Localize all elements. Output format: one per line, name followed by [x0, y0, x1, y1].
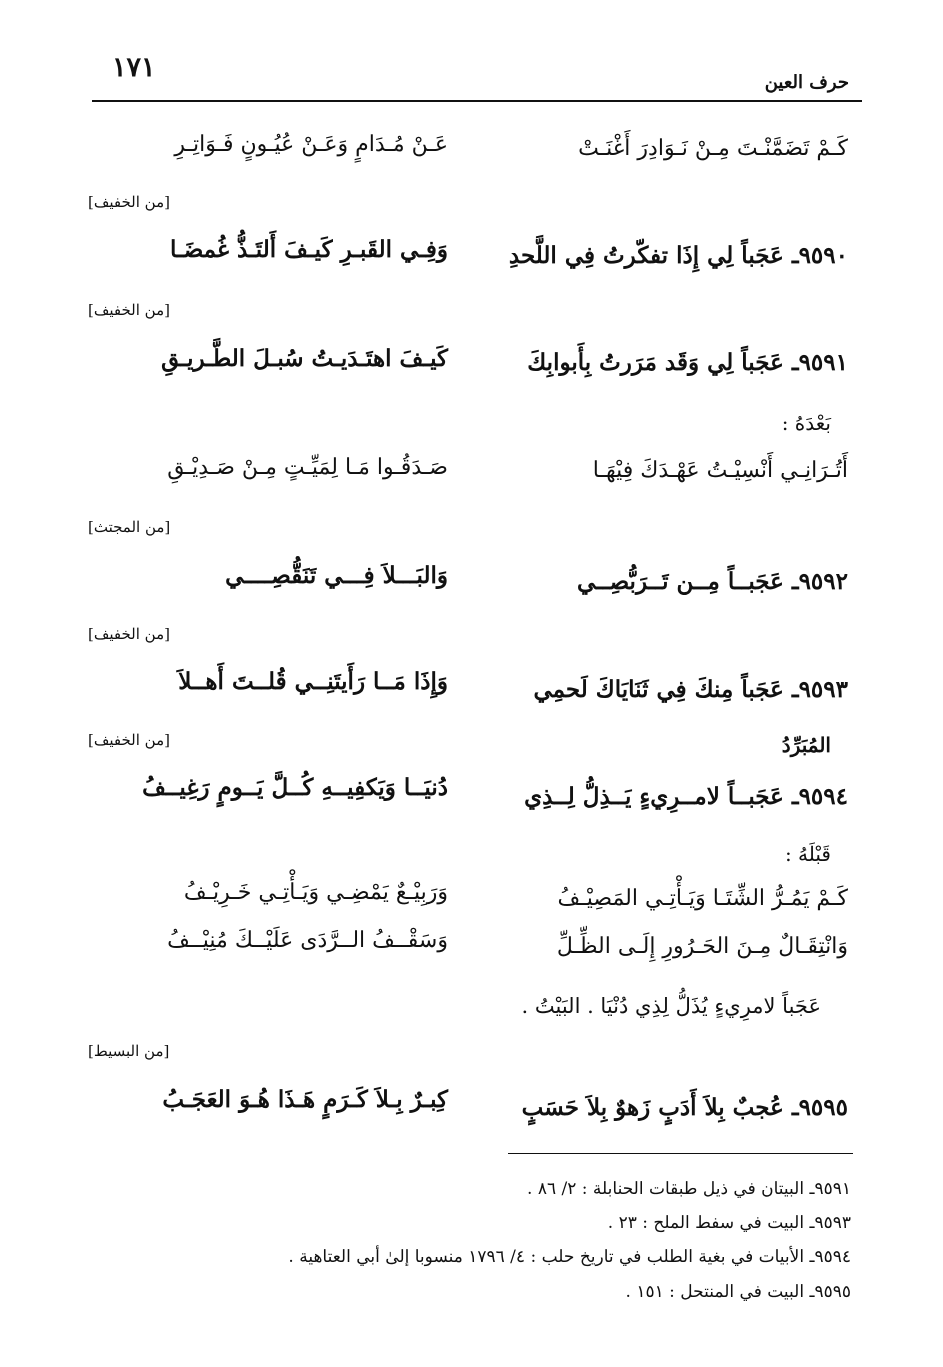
note-before: قَبْلَهُ : [784, 842, 831, 866]
note-after: بَعْدَهُ : [781, 411, 831, 435]
verse-second-hemistich: وَسَقْــفُ الــرَّدَى عَلَيْــكَ مُنِيْــفُ [167, 928, 448, 953]
footnote: ٩٥٩١ـ البيتان في ذيل طبقات الحنابلة : ٢/ ٨٦ . [527, 1179, 851, 1199]
verse-second-hemistich: كِبـرٌ بِـلاَ كَـرَمٍ هَـذَا هُـوَ العَجَـبُ [162, 1086, 448, 1113]
page-number: ١٧١ [112, 52, 156, 83]
verse-second-hemistich: عَـنْ مُـدَامٍ وَعَـنْ عُيُـونٍ فَـوَاتِـرِ [174, 132, 448, 157]
verse-first-hemistich: ٩٥٩١ـ عَجَباً لِي وَقَد مَرَرتُ بِأَبوابِكَ [527, 349, 848, 376]
header-divider [92, 100, 862, 102]
meter-label: [من الخفيف] [88, 731, 170, 749]
verse-first-hemistich: ٩٥٩٥ـ عُجبٌ بِلاَ أَدَبٍ زَهوٌ بِلاَ حَسَبٍ [521, 1094, 848, 1121]
verse-second-hemistich: وَإِذَا مَــا رَأَيتَنِــي قُلــتَ أَهــلاَ [178, 668, 448, 695]
verse-second-hemistich: وَرَبِيْـعٌ يَمْضِـي وَيَـأْتِـي خَـرِيْـفُ [183, 880, 448, 905]
verse-second-hemistich: كَيـفَ اهتَـدَيـتُ سُبـلَ الطَّـريـقِ [161, 345, 448, 372]
verse-second-hemistich: صَـدَقُـوا مَـا لِمَيِّـتٍ مِـنْ صَـدِيْـقِ [167, 455, 448, 480]
verse-first-hemistich: ٩٥٩٠ـ عَجَباً لِي إِذَا تفكّرتُ فِي اللَّحدِ [508, 242, 848, 269]
verse-first-hemistich: ٩٥٩٤ـ عَجَبــاً لامــرِيءٍ يَــذِلُّ لِــذِي [524, 783, 848, 810]
meter-label: [من الخفيف] [88, 193, 170, 211]
footnote: ٩٥٩٥ـ البيت في المنتحل : ١٥١ . [625, 1282, 851, 1302]
footnote: ٩٥٩٤ـ الأبيات في بغية الطلب في تاريخ حلب : ٤/ ١٧٩٦ منسوبا إلىٰ أبي العتاهية . [288, 1247, 851, 1267]
verse-second-hemistich: وَالبَـــلاَ فِـــي تَنَقُّصِــــي [225, 562, 448, 589]
meter-label: [من الخفيف] [88, 301, 170, 319]
verse-first-hemistich: ٩٥٩٣ـ عَجَباً مِنكَ فِي ثَنَايَاكَ لَحمِي [533, 676, 848, 703]
footnote-divider [508, 1153, 853, 1154]
verse-second-hemistich: وَفِـي القَبـرِ كَيـفَ أَلتَـذُّ غُمضَـا [169, 236, 448, 263]
meter-label: [من البسيط] [88, 1042, 170, 1060]
verse-first-hemistich: كَـمْ يَمُـرُّ الشِّتَـا وَيَـأْتِـي المَصِيْـفُ [557, 886, 848, 911]
verse-first-hemistich: كَـمْ تَضَمَّنْـتَ مِـنْ نَـوَادِرَ أَغْنَـتْ [578, 136, 848, 161]
verse-first-hemistich: أَتُـرَانِـي أَنْسِيْـتُ عَهْـدَكَ فِيْهَـا [592, 458, 848, 483]
footnote: ٩٥٩٣ـ البيت في سفط الملح : ٢٣ . [607, 1213, 851, 1233]
meter-label: [من المجتث] [88, 518, 171, 536]
meter-label: [من الخفيف] [88, 625, 170, 643]
verse-first-hemistich: وَانْتِقَـالٌ مِـنَ الحَـرُورِ إِلَـى الظِّـلِّ [556, 934, 848, 959]
verse-first-hemistich: ٩٥٩٢ـ عَجَبــاً مِــن تَــرَبُّصِــي [576, 568, 848, 595]
poet-name: المُبَرِّدُ [781, 733, 831, 757]
prose-line: عَجَباً لامرِيءٍ يُذَلُّ لِذِي دُنْيَا . البَيْتُ . [521, 994, 821, 1018]
verse-second-hemistich: دُنيَــا وَيَكفِيــهِ كُــلَّ يَــومٍ رَغِيــفُ [142, 774, 448, 801]
running-header-title: حرف العين [764, 72, 849, 93]
